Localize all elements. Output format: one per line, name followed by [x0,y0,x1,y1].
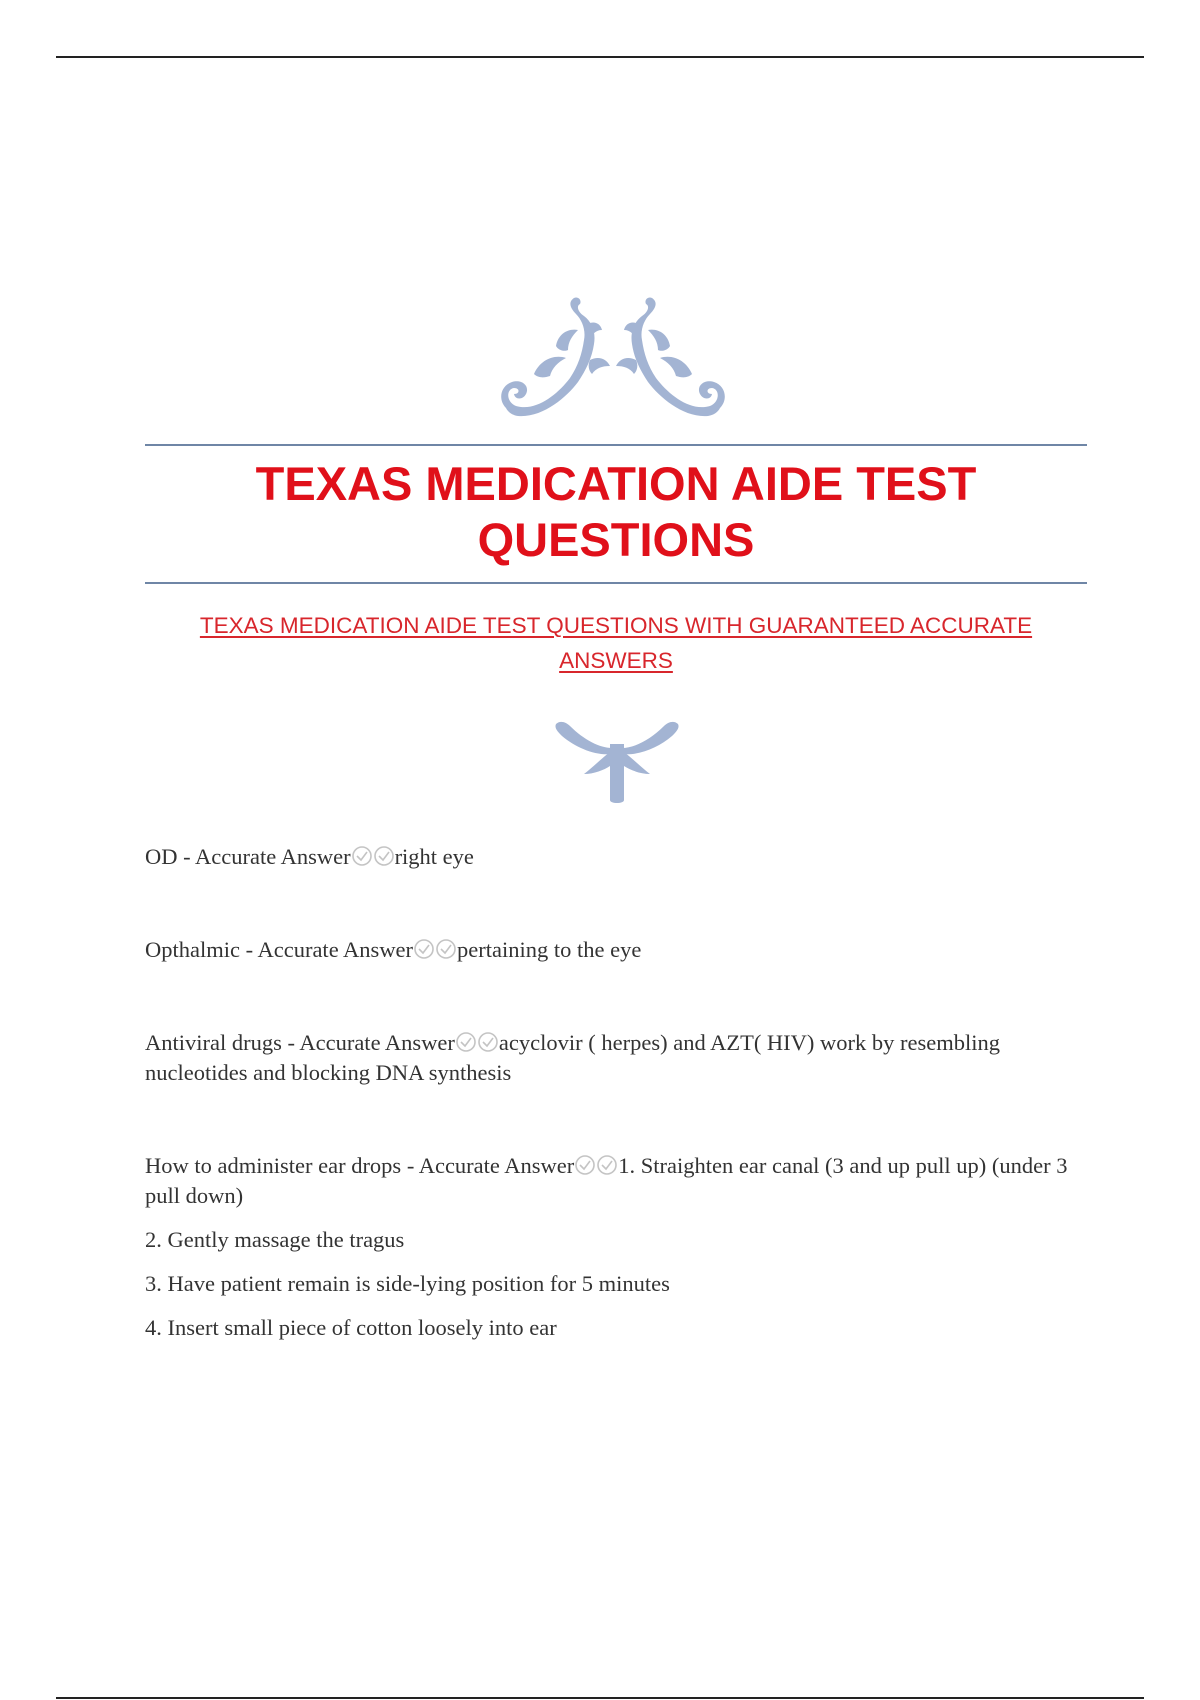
qa-separator: - Accurate Answer [281,1030,455,1055]
qa-term: How to administer ear drops [145,1153,402,1178]
qa-step: 2. Gently massage the tragus [145,1227,405,1252]
qa-answer: acyclovir ( herpes) and AZT( HIV) work by resembling nucleotides and blocking DNA synthesis [145,1030,1001,1085]
qa-item-antiviral-drugs [145,1028,1095,1088]
qa-term: OD [145,844,178,869]
title-bottom-rule [145,582,1087,584]
double-check-icon [574,1154,618,1176]
qa-separator: - Accurate Answer [177,844,351,869]
qa-separator: - Accurate Answer [401,1153,575,1178]
qa-line [145,1028,1095,1088]
qa-step: 4. Insert small piece of cotton loosely into ear [145,1315,557,1340]
qa-answer: 1. Straighten ear canal (3 and up pull up) (under 3 pull down) [145,1153,1068,1208]
page-bottom-rule [56,1697,1144,1699]
document-title: TEXAS MEDICATION AIDE TEST QUESTIONS [255,457,977,566]
scroll-ornament-icon [496,296,730,424]
qa-term: Antiviral drugs [145,1030,282,1055]
qa-item-opthalmic [145,935,1095,965]
qa-term: Opthalmic [145,937,240,962]
page-top-rule [56,56,1144,58]
qa-answer: pertaining to the eye [457,937,642,962]
double-check-icon [351,845,395,867]
qa-separator: - Accurate Answer [239,937,414,962]
qa-item-od [145,842,1095,872]
title-top-rule [145,444,1087,446]
qa-line [145,842,1095,872]
double-check-icon [413,938,457,960]
qa-answer: right eye [394,844,474,869]
qa-step: 3. Have patient remain is side-lying position for 5 minutes [145,1271,670,1296]
document-subtitle: TEXAS MEDICATION AIDE TEST QUESTIONS WITH GUARANTEED ACCURATE ANSWERS [199,613,1033,673]
qa-item-ear-drops [145,1151,1095,1343]
qa-line [145,935,1095,965]
double-check-icon [455,1031,499,1053]
qa-list [145,842,1095,1357]
qa-line [145,1151,1095,1211]
fleuron-ornament-icon [554,718,680,804]
